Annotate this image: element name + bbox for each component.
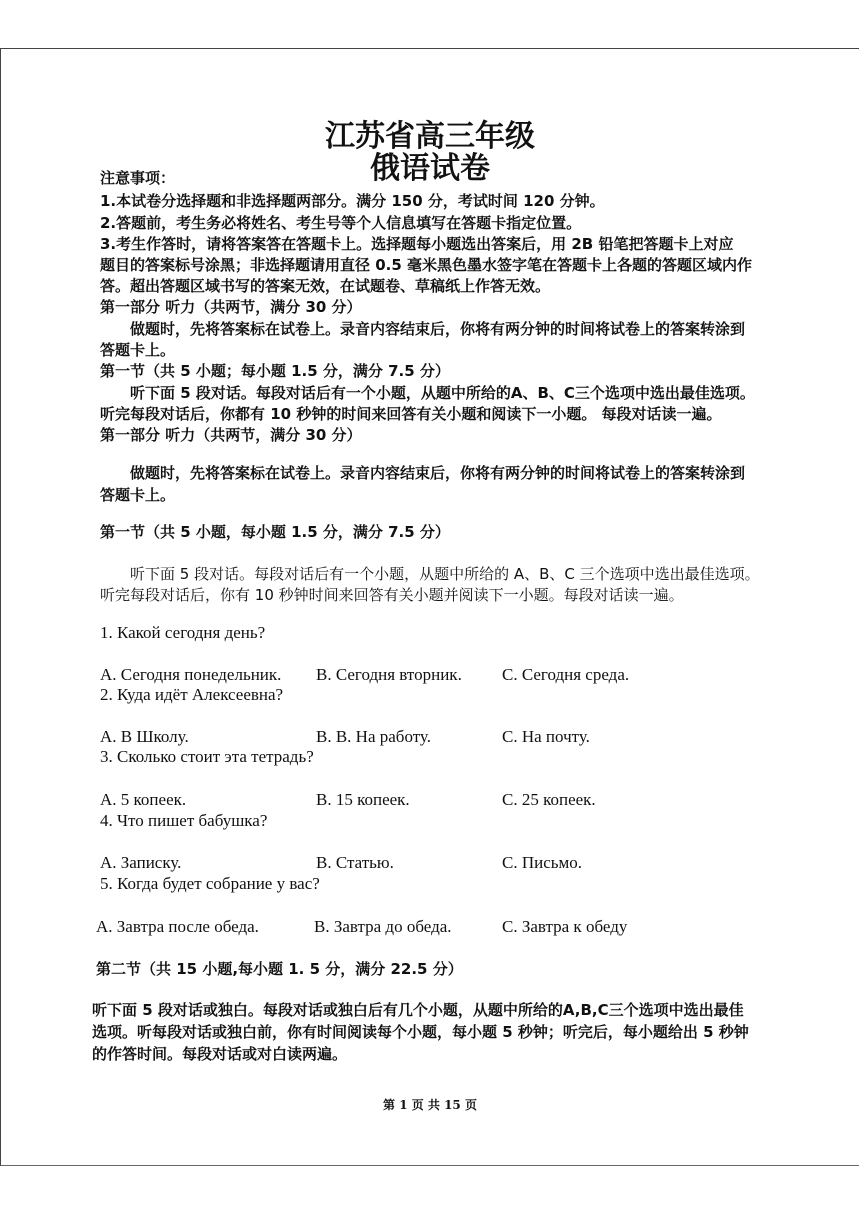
- part1-heading: 第一部分 听力（共两节，满分 30 分）: [100, 298, 362, 316]
- question-3-option-a: A. 5 копеек.: [100, 790, 187, 809]
- question-5-option-a: A. Завтра после обеда.: [96, 917, 259, 936]
- notice-item-1: 1.本试卷分选择题和非选择题两部分。满分 150 分，考试时间 120 分钟。: [100, 192, 605, 210]
- question-3-option-b: B. 15 копеек.: [316, 790, 410, 809]
- part1-repeat-instruction-line1: 做题时，先将答案标在试卷上。录音内容结束后，你将有两分钟的时间将试卷上的答案转涂到: [130, 464, 746, 482]
- question-1-option-b: B. Сегодня вторник.: [316, 665, 462, 684]
- part1-section1-line2: 听完每段对话后，你都有 10 秒钟的时间来回答有关小题和阅读下一小题。 每段对话读一遍。: [100, 405, 722, 423]
- part1-repeat-heading: 第一部分 听力（共两节，满分 30 分）: [100, 426, 362, 444]
- question-1-option-a: A. Сегодня понедельник.: [100, 665, 282, 684]
- question-2: 2. Куда идёт Алексеевна?: [100, 685, 284, 704]
- notice-item-3-line1: 3.考生作答时，请将答案答在答题卡上。选择题每小题选出答案后，用 2B 铅笔把答题卡上对应: [100, 235, 734, 253]
- part1-repeat-instruction-line2: 答题卡上。: [100, 486, 176, 504]
- part1-section1-line1: 听下面 5 段对话。每段对话后有一个小题，从题中所给的A、B、C三个选项中选出最佳选项。: [130, 384, 755, 402]
- part1-repeat-section1-heading: 第一节（共 5 小题，每小题 1.5 分，满分 7.5 分）: [100, 523, 450, 541]
- question-3-option-c: C. 25 копеек.: [502, 790, 596, 809]
- question-1: 1. Какой сегодня день?: [100, 623, 266, 642]
- part1-section1-heading: 第一节（共 5 小题；每小题 1.5 分，满分 7.5 分）: [100, 362, 450, 380]
- question-1-option-c: C. Сегодня среда.: [502, 665, 630, 684]
- section2-line1: 听下面 5 段对话或独白。每段对话或独白后有几个小题，从题中所给的A,B,C三个选项中选出最佳: [92, 1001, 744, 1019]
- section2-heading: 第二节（共 15 小题,每小题 1. 5 分，满分 22.5 分）: [96, 960, 463, 978]
- notice-item-2: 2.答题前，考生务必将姓名、考生号等个人信息填写在答题卡指定位置。: [100, 214, 582, 232]
- question-4-option-a: A. Записку.: [100, 853, 182, 872]
- section2-line3: 的作答时间。每段对话或对白读两遍。: [92, 1045, 348, 1063]
- question-2-option-a: A. В Школу.: [100, 727, 189, 746]
- part1-repeat-section1-line1: 听下面 5 段对话。每段对话后有一个小题，从题中所给的 A、B、C 三个选项中选出最佳选项。: [130, 565, 760, 583]
- question-4-option-c: C. Письмо.: [502, 853, 583, 872]
- section2-line2: 选项。听每段对话或独白前，你有时间阅读每个小题，每小题 5 秒钟；听完后，每小题给出 5 秒钟: [92, 1023, 749, 1041]
- part1-instruction-line1: 做题时，先将答案标在试卷上。录音内容结束后，你将有两分钟的时间将试卷上的答案转涂到: [130, 320, 746, 338]
- part1-instruction-line2: 答题卡上。: [100, 341, 176, 359]
- question-5: 5. Когда будет собрание у вас?: [100, 874, 320, 893]
- question-2-option-c: C. На почту.: [502, 727, 590, 746]
- title-line2: 俄语试卷: [370, 151, 490, 186]
- notice-item-3-line2: 题目的答案标号涂黑；非选择题请用直径 0.5 毫米黑色墨水签字笔在答题卡上各题的答题区域内作: [100, 256, 753, 274]
- question-2-option-b: B. В. На работу.: [316, 727, 431, 746]
- part1-repeat-section1-line2: 听完每段对话后，你有 10 秒钟时间来回答有关小题并阅读下一小题。每段对话读一遍。: [100, 586, 684, 604]
- question-4-option-b: B. Статью.: [316, 853, 394, 872]
- notice-heading: 注意事项：: [100, 169, 176, 187]
- question-5-option-c: C. Завтра к обеду: [502, 917, 628, 936]
- title-line1: 江苏省高三年级: [325, 119, 535, 154]
- page-footer: 第 1 页 共 15 页: [383, 1098, 477, 1112]
- question-5-option-b: B. Завтра до обеда.: [314, 917, 452, 936]
- notice-item-3-line3: 答。超出答题区域书写的答案无效，在试题卷、草稿纸上作答无效。: [100, 277, 551, 295]
- question-4: 4. Что пишет бабушка?: [100, 811, 268, 830]
- question-3: 3. Сколько стоит эта тетрадь?: [100, 747, 314, 766]
